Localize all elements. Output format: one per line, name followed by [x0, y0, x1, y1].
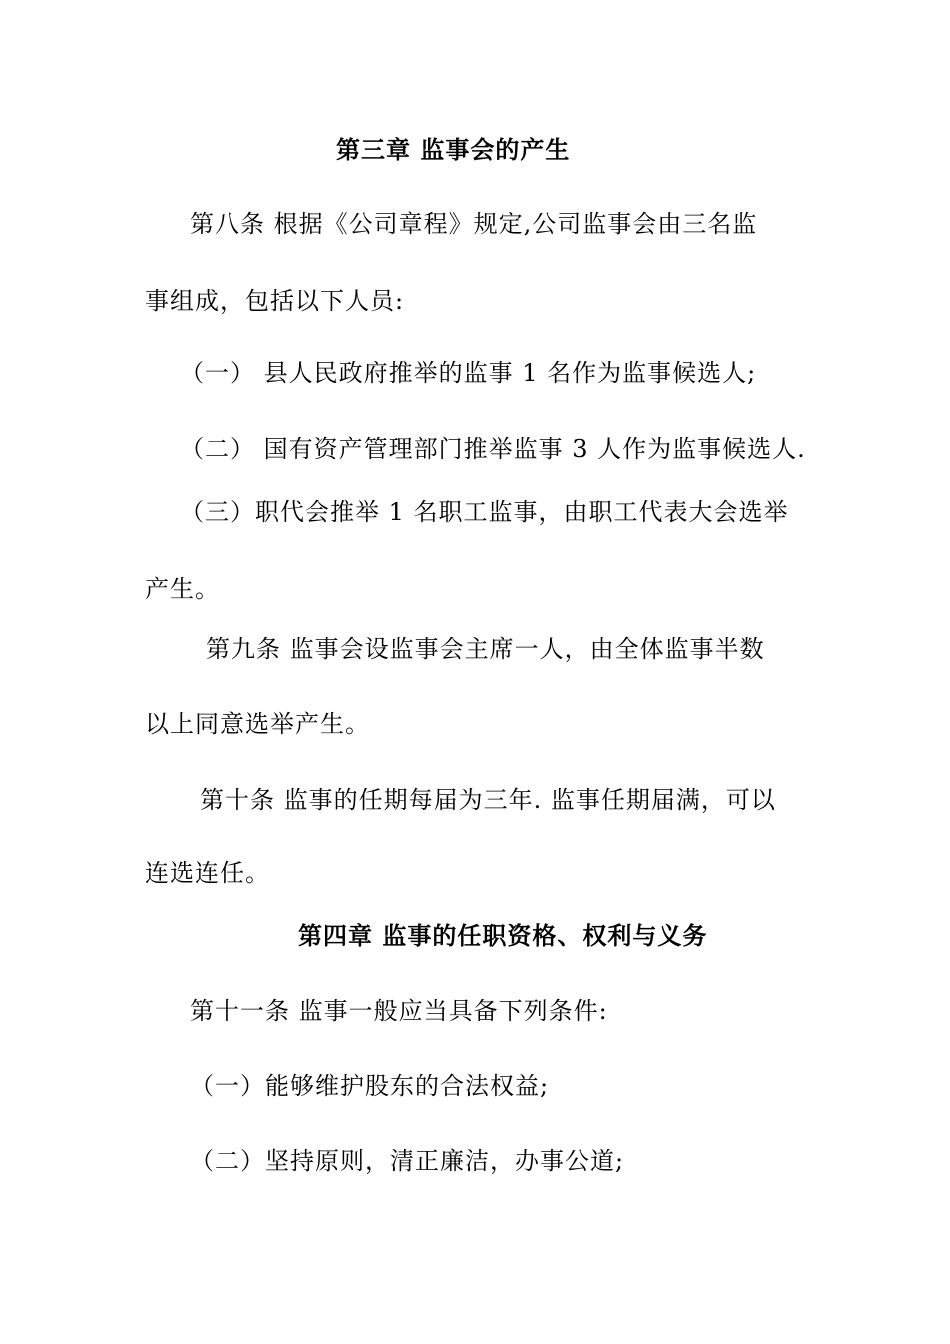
- article-11-line-1: 第十一条 监事一般应当具备下列条件:: [190, 997, 608, 1025]
- article-9-line-1: 第九条 监事会设监事会主席一人，由全体监事半数: [206, 635, 765, 663]
- article-11-item-2: （二）坚持原则，清正廉洁，办事公道;: [190, 1147, 625, 1175]
- article-10-line-2: 连选连任。: [145, 859, 270, 887]
- article-9-line-2: 以上同意选举产生。: [145, 710, 370, 738]
- article-10-line-1: 第十条 监事的任期每届为三年. 监事任期届满，可以: [200, 786, 776, 814]
- article-11-item-1: （一）能够维护股东的合法权益;: [190, 1072, 550, 1100]
- chapter-3-title: 第三章 监事会的产生: [336, 135, 571, 164]
- article-8-item-2: （二） 国有资产管理部门推举监事 3 人作为监事候选人.: [180, 435, 806, 463]
- article-8-item-3-line-1: （三）职代会推举 1 名职工监事，由职工代表大会选举: [180, 498, 789, 526]
- article-8-item-3-line-2: 产生。: [145, 575, 220, 603]
- article-8-line-2: 事组成，包括以下人员:: [145, 287, 405, 315]
- chapter-4-title: 第四章 监事的任职资格、权利与义务: [298, 921, 708, 950]
- article-8-line-1: 第八条 根据《公司章程》规定,公司监事会由三名监: [190, 210, 758, 238]
- article-8-item-1: （一） 县人民政府推举的监事 1 名作为监事候选人;: [180, 359, 757, 387]
